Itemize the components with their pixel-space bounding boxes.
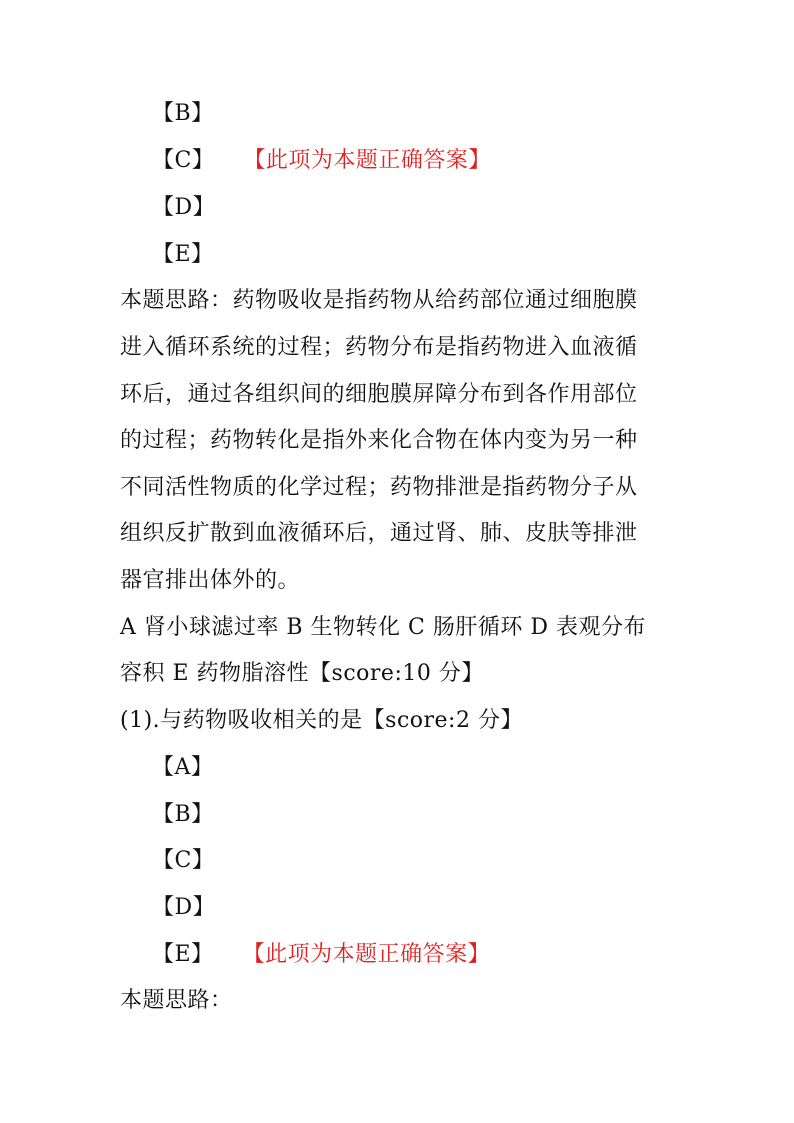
correct-answer-marker: 【此项为本题正确答案】	[253, 942, 491, 967]
explanation-line: 器官排出体外的。	[120, 568, 301, 593]
option-label: 【E】	[152, 242, 214, 267]
option-c	[152, 846, 712, 876]
question-stem: A 肾小球滤过率 B 生物转化 C 肠肝循环 D 表观分布	[120, 615, 646, 640]
option-label: 【A】	[152, 755, 214, 780]
option-e	[152, 940, 712, 970]
option-e	[152, 240, 712, 270]
explanation-line: 的过程；药物转化是指外来化合物在体内变为另一种	[120, 428, 638, 453]
explanation-line: 本题思路：	[120, 988, 233, 1013]
sub-question: (1).与药物吸收相关的是【score:2 分】	[120, 708, 523, 733]
option-d	[152, 893, 712, 923]
option-label: 【E】	[152, 942, 214, 967]
explanation-line: 组织反扩散到血液循环后，通过肾、肺、皮肤等排泄	[120, 521, 638, 546]
explanation-line: 本题思路：药物吸收是指药物从给药部位通过细胞膜	[120, 288, 638, 313]
option-label: 【D】	[152, 895, 216, 920]
option-b	[152, 99, 712, 129]
option-label: 【C】	[152, 148, 215, 173]
option-label: 【B】	[152, 101, 214, 126]
option-label: 【C】	[152, 848, 215, 873]
question-stem: 容积 E 药物脂溶性【score:10 分】	[120, 661, 484, 686]
explanation-line: 进入循环系统的过程；药物分布是指药物进入血液循	[120, 335, 638, 360]
option-label: 【B】	[152, 802, 214, 827]
option-a	[152, 753, 712, 783]
correct-answer-marker: 【此项为本题正确答案】	[254, 148, 491, 173]
option-d	[152, 193, 712, 223]
explanation-line: 不同活性物质的化学过程；药物排泄是指药物分子从	[120, 475, 638, 500]
option-label: 【D】	[152, 195, 216, 220]
option-b	[152, 800, 712, 830]
option-c	[152, 146, 712, 176]
explanation-line: 环后，通过各组织间的细胞膜屏障分布到各作用部位	[120, 382, 638, 407]
